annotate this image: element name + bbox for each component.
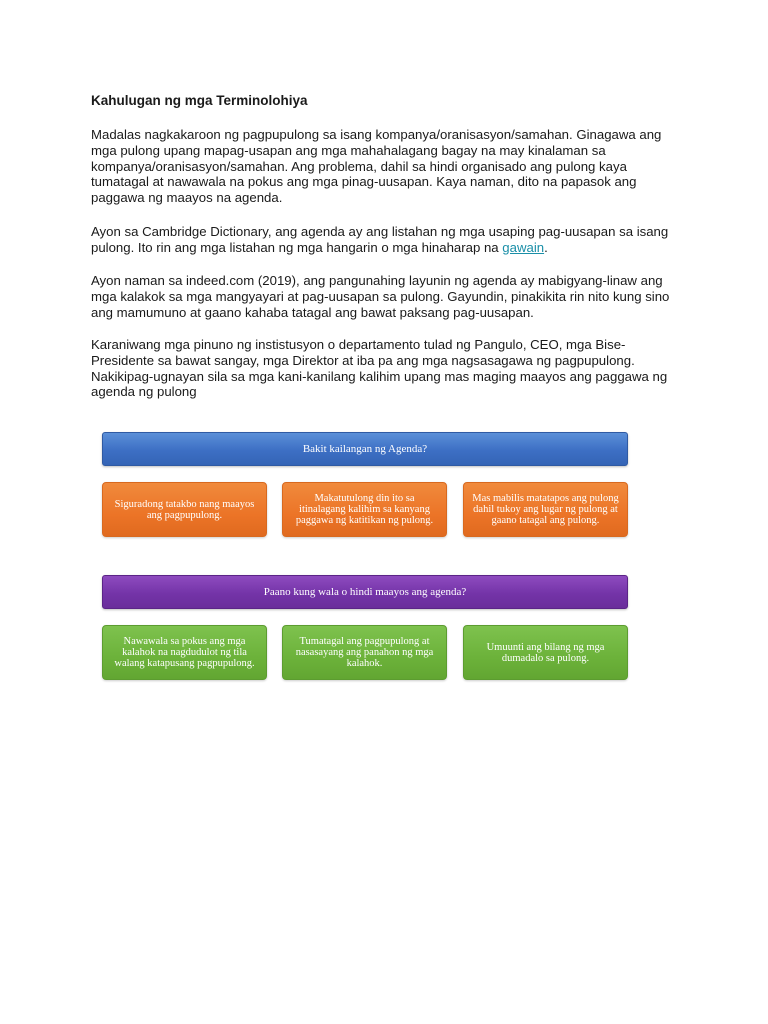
reason-box-1: Siguradong tatakbo nang maayos ang pagpupulong. bbox=[102, 482, 267, 537]
paragraph-cambridge-end: . bbox=[544, 239, 548, 255]
no-agenda-header: Paano kung wala o hindi maayos ang agenda? bbox=[102, 575, 628, 609]
paragraph-indeed-definition: Ayon naman sa indeed.com (2019), ang pangunahing layunin ng agenda ay mabigyang-linaw ang mga kalakok sa mga mangyayari at pag-uusapan sa pulong. Gayundin, pinakikita rin nito kung sino ang mamumuno at gaano kahaba tatagal ang bawat paksang pag-uusapan. bbox=[91, 273, 670, 320]
paragraph-leaders: Karaniwang mga pinuno ng instistusyon o departamento tulad ng Pangulo, CEO, mga Bise-Presidente sa bawat sangay, mga Direktor at iba pa ang mga nagsasagawa ng pagpupulong. Nakikipag-ugnayan sila sa mga kani-kanilang kalihim upang mas maging maayos ang paggawa ng agenda ng pulong bbox=[91, 337, 668, 400]
consequence-box-1: Nawawala sa pokus ang mga kalahok na nagdudulot ng tila walang katapusang pagpupulong. bbox=[102, 625, 267, 680]
gawain-link[interactable]: gawain bbox=[502, 239, 545, 255]
paragraph-cambridge-text: Ayon sa Cambridge Dictionary, ang agenda ay ang listahan ng mga usaping pag-uusapan sa isang pulong. Ito rin ang mga listahan ng mga hangarin o mga hinaharap na bbox=[91, 224, 669, 255]
document-title: Kahulugan ng mga Terminolohiya bbox=[91, 93, 308, 108]
consequence-box-2: Tumatagal ang pagpupulong at nasasayang ang panahon ng mga kalahok. bbox=[282, 625, 447, 680]
paragraph-intro: Madalas nagkakaroon ng pagpupulong sa isang kompanya/oranisasyon/samahan. Ginagawa ang mga pulong upang mapag-usapan ang mga mahahalagang bagay na may kinalaman sa kompanya/oranisasyon/samahan. Ang problema, dahil sa hindi organisado ang pulong kaya tumatagal at nawawala na pokus ang mga pinag-uusapan. Kaya naman, dito na papasok ang paggawa ng maayos na agenda. bbox=[91, 127, 662, 206]
reason-box-2: Makatutulong din ito sa itinalagang kalihim sa kanyang paggawa ng katitikan ng pulong. bbox=[282, 482, 447, 537]
paragraph-cambridge-definition bbox=[91, 224, 681, 256]
why-agenda-header: Bakit kailangan ng Agenda? bbox=[102, 432, 628, 466]
consequence-box-3: Umuunti ang bilang ng mga dumadalo sa pulong. bbox=[463, 625, 628, 680]
reason-box-3: Mas mabilis matatapos ang pulong dahil tukoy ang lugar ng pulong at gaano tatagal ang pulong. bbox=[463, 482, 628, 537]
